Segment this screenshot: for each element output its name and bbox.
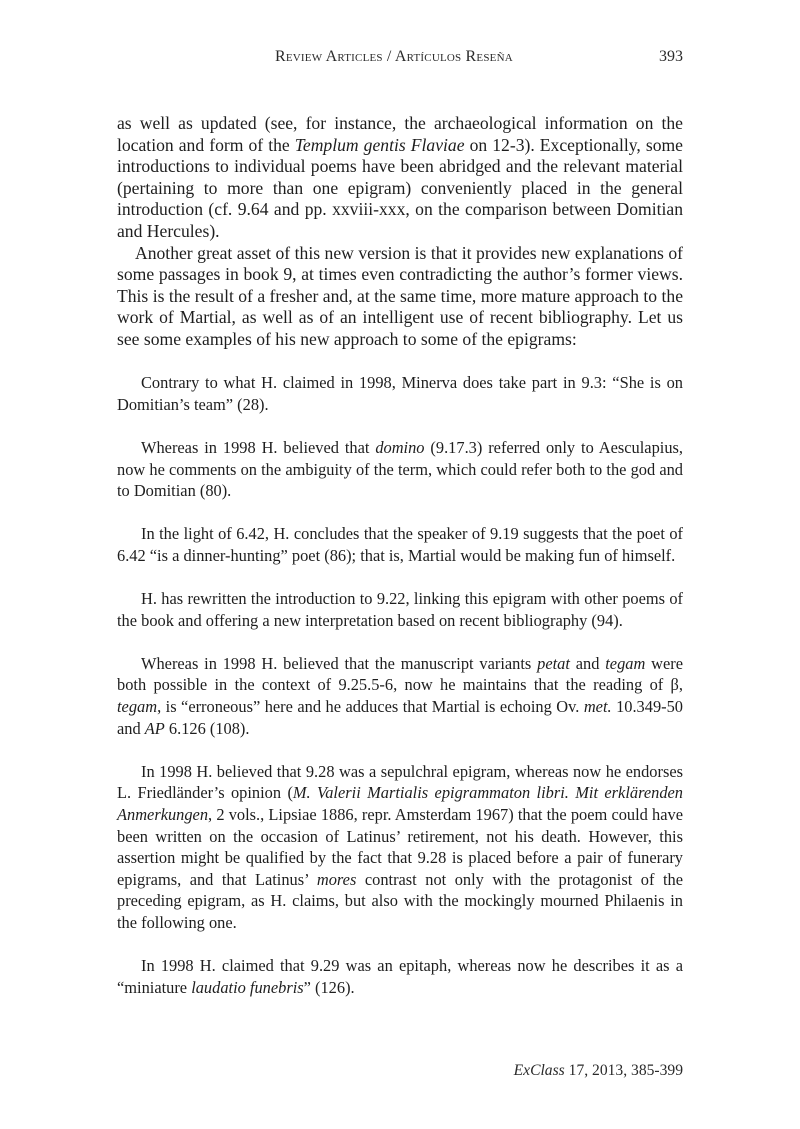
running-footer [514,1061,683,1081]
paragraph-continued [117,113,683,243]
running-header [117,46,683,68]
example-text: contrast not only with the protagonist of the preceding epigram, as H. claims, but also with the mockingly mourned Philaenis in the following one. [117,869,683,932]
example-text: and [569,653,606,673]
example-text: ” (126). [303,977,355,997]
italic-term: tegam [117,697,158,717]
italic-term: laudatio funebris [191,977,304,997]
italic-title: Templum gentis Flaviae [294,134,465,155]
example-text: Contrary to what H. claimed in 1998, Minerva does take part in 9.3: “She is on Domitian’s team” (28). [117,373,683,414]
example-item [117,955,683,998]
example-text: In the light of 6.42, H. concludes that the speaker of 9.19 suggests that the poet of 6.42 “is a dinner-hunting” poet (86); that is, Martial would be making fun of himself. [117,524,683,565]
example-item [117,653,683,739]
example-text: 6.126 (108). [164,718,250,738]
example-text: were both possible in the context of 9.25.5-6, now he maintains that the reading of β, [117,653,683,695]
italic-term: tegam [605,653,646,673]
italic-term: petat [537,653,570,673]
example-text: , is “erroneous” here and he adduces that Martial is echoing Ov. [157,697,584,717]
example-item [117,437,683,502]
italic-term: AP [144,718,165,738]
examples-list [117,372,683,998]
page-number: 393 [659,48,683,65]
journal-citation: 17, 2013, 385-399 [564,1062,683,1079]
example-item [117,761,683,934]
paragraph [117,243,683,351]
paragraph-text: on 12-3). Exceptionally, some introductions to individual poems have been abridged and the relevant material (pertaining to more than one epigram) conveniently placed in the general introduction (cf. 9.64 and pp. xxviii-xxx, on the comparison between Domitian and Hercules). [117,134,683,241]
example-text: Whereas in 1998 H. believed that the manuscript variants [141,653,538,673]
example-text: In 1998 H. claimed that 9.29 was an epitaph, whereas now he describes it as a “miniature [117,956,683,997]
italic-title: M. Valerii Martialis epigrammaton libri. Mit erklärenden Anmerkungen [117,783,683,824]
example-text: H. has rewritten the introduction to 9.22, linking this epigram with other poems of the book and offering a new interpretation based on recent bibliography (94). [117,589,683,630]
italic-term: mores [316,869,357,889]
paragraph-text: as well as updated (see, for instance, the archaeological information on the location and form of the [117,113,683,155]
example-item [117,588,683,631]
example-text: , 2 vols., Lipsiae 1886, repr. Amsterdam 1967) that the poem could have been written on the occasion of Latinus’ retirement, not his death. However, this assertion might be qualified by the fact that 9.28 is placed before a pair of funerary epigrams, and that Latinus’ [117,805,683,889]
paragraph-text: Another great asset of this new version is that it provides new explanations of some passages in book 9, at times even contradicting the author’s former views. This is the result of a fresher and, at the same time, more mature approach to the work of Martial, as well as of an intelligent use of recent bibliography. Let us see some examples of his new approach to some of the epigrams: [117,242,683,349]
example-text: 10.349-50 and [117,697,683,738]
example-text: Whereas in 1998 H. believed that [141,437,376,457]
running-title: Review Articles / Artículos Reseña [275,48,513,65]
example-text: In 1998 H. believed that 9.28 was a sepulchral epigram, whereas now he endorses L. Friedländer’s opinion ( [117,761,683,803]
example-item [117,523,683,566]
document-page [117,0,683,1129]
body-text [117,113,683,1020]
italic-term: domino [375,437,425,457]
italic-term: met. [583,697,612,717]
example-text: (9.17.3) referred only to Aesculapius, now he comments on the ambiguity of the term, which could refer both to the god and to Domitian (80). [117,437,683,501]
example-item [117,372,683,415]
journal-name: ExClass [513,1062,565,1079]
